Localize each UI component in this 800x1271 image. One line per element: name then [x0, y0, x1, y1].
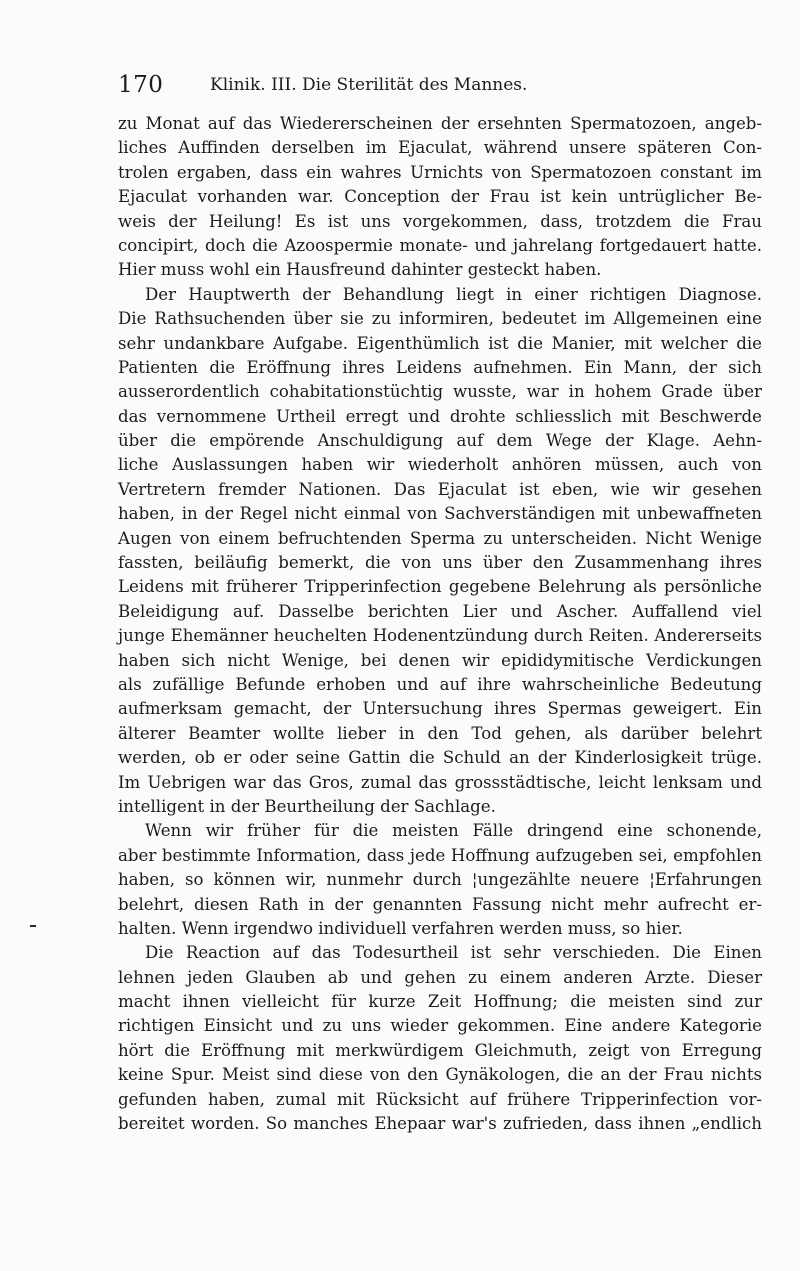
text-line: liches Auffinden derselben im Ejaculat, während unsere späteren Con-: [118, 138, 762, 158]
body-text: [118, 112, 762, 1136]
text-line: Leidens mit früherer Tripperinfection gegebene Belehrung als persönliche: [118, 577, 762, 597]
running-head: [118, 72, 758, 98]
running-head-title: Klinik. III. Die Sterilität des Mannes.: [210, 75, 528, 95]
text-line: Hier muss wohl ein Hausfreund dahinter gesteckt haben.: [118, 260, 602, 280]
page-number: 170: [118, 72, 164, 98]
text-line: älterer Beamter wollte lieber in den Tod gehen, als darüber belehrt: [118, 723, 762, 743]
text-line: haben sich nicht Wenige, bei denen wir epididymitische Verdickungen: [118, 650, 762, 670]
text-line: keine Spur. Meist sind diese von den Gynäkologen, die an der Frau nichts: [118, 1065, 762, 1085]
text-line: halten. Wenn irgendwo individuell verfahren werden muss, so hier.: [118, 918, 683, 938]
paragraph-start-line: Die Reaction auf das Todesurtheil ist sehr verschieden. Die Einen: [145, 943, 762, 963]
margin-dash-mark: [30, 925, 36, 927]
paragraph-start-line: Der Hauptwerth der Behandlung liegt in einer richtigen Diagnose.: [145, 284, 762, 304]
text-line: hört die Eröffnung mit merkwürdigem Gleichmuth, zeigt von Erregung: [118, 1040, 762, 1060]
text-line: aber bestimmte Information, dass jede Hoffnung aufzugeben sei, empfohlen: [118, 845, 762, 865]
text-line: haben, so können wir, nunmehr durch ¦ungezählte neuere ¦Erfahrungen: [118, 870, 762, 890]
text-line: junge Ehemänner heuchelten Hodenentzündung durch Reiten. Andererseits: [118, 626, 762, 646]
text-line: Vertretern fremder Nationen. Das Ejaculat ist eben, wie wir gesehen: [118, 479, 762, 499]
text-line: gefunden haben, zumal mit Rücksicht auf frühere Tripperinfection vor-: [118, 1089, 762, 1109]
text-line: zu Monat auf das Wiedererscheinen der ersehnten Spermatozoen, angeb-: [118, 114, 762, 133]
text-line: Im Uebrigen war das Gros, zumal das grossstädtische, leicht lenksam und: [118, 772, 762, 792]
text-line: fassten, beiläufig bemerkt, die von uns über den Zusammenhang ihres: [118, 553, 762, 573]
text-line: richtigen Einsicht und zu uns wieder gekommen. Eine andere Kategorie: [118, 1016, 762, 1036]
text-line: ausserordentlich cohabitationstüchtig wusste, war in hohem Grade über: [118, 382, 762, 402]
text-line: weis der Heilung! Es ist uns vorgekommen, dass, trotzdem die Frau: [118, 211, 762, 231]
text-line: liche Auslassungen haben wir wiederholt anhören müssen, auch von: [118, 455, 762, 475]
text-line: intelligent in der Beurtheilung der Sachlage.: [118, 796, 496, 816]
text-line: Augen von einem befruchtenden Sperma zu unterscheiden. Nicht Wenige: [118, 528, 762, 548]
paragraph-start-line: Wenn wir früher für die meisten Fälle dringend eine schonende,: [145, 821, 762, 841]
text-line: belehrt, diesen Rath in der genannten Fassung nicht mehr aufrecht er-: [118, 894, 762, 914]
text-line: concipirt, doch die Azoospermie monate- und jahrelang fortgedauert hatte.: [118, 235, 762, 255]
text-line: macht ihnen vielleicht für kurze Zeit Hoffnung; die meisten sind zur: [118, 992, 762, 1012]
text-line: werden, ob er oder seine Gattin die Schuld an der Kinderlosigkeit trüge.: [118, 748, 762, 768]
text-line: bereitet worden. So manches Ehepaar war's zufrieden, dass ihnen „endlich: [118, 1114, 762, 1134]
text-line: das vernommene Urtheil erregt und drohte schliesslich mit Beschwerde: [118, 406, 762, 426]
text-line: Die Rathsuchenden über sie zu informiren, bedeutet im Allgemeinen eine: [118, 309, 762, 329]
text-line: sehr undankbare Aufgabe. Eigenthümlich ist die Manier, mit welcher die: [118, 333, 762, 353]
text-line: trolen ergaben, dass ein wahres Urnichts von Spermatozoen constant im: [118, 162, 762, 182]
text-line: als zufällige Befunde erhoben und auf ihre wahrscheinliche Bedeutung: [118, 674, 762, 694]
text-line: über die empörende Anschuldigung auf dem Wege der Klage. Aehn-: [118, 431, 762, 451]
text-line: haben, in der Regel nicht einmal von Sachverständigen mit unbewaffneten: [118, 504, 762, 524]
text-line: Beleidigung auf. Dasselbe berichten Lier und Ascher. Auffallend viel: [118, 601, 762, 621]
text-line: Patienten die Eröffnung ihres Leidens aufnehmen. Ein Mann, der sich: [118, 357, 762, 377]
text-line: aufmerksam gemacht, der Untersuchung ihres Spermas geweigert. Ein: [118, 699, 762, 719]
text-line: lehnen jeden Glauben ab und gehen zu einem anderen Arzte. Dieser: [118, 967, 762, 987]
text-line: Ejaculat vorhanden war. Conception der Frau ist kein untrüglicher Be-: [118, 187, 762, 207]
